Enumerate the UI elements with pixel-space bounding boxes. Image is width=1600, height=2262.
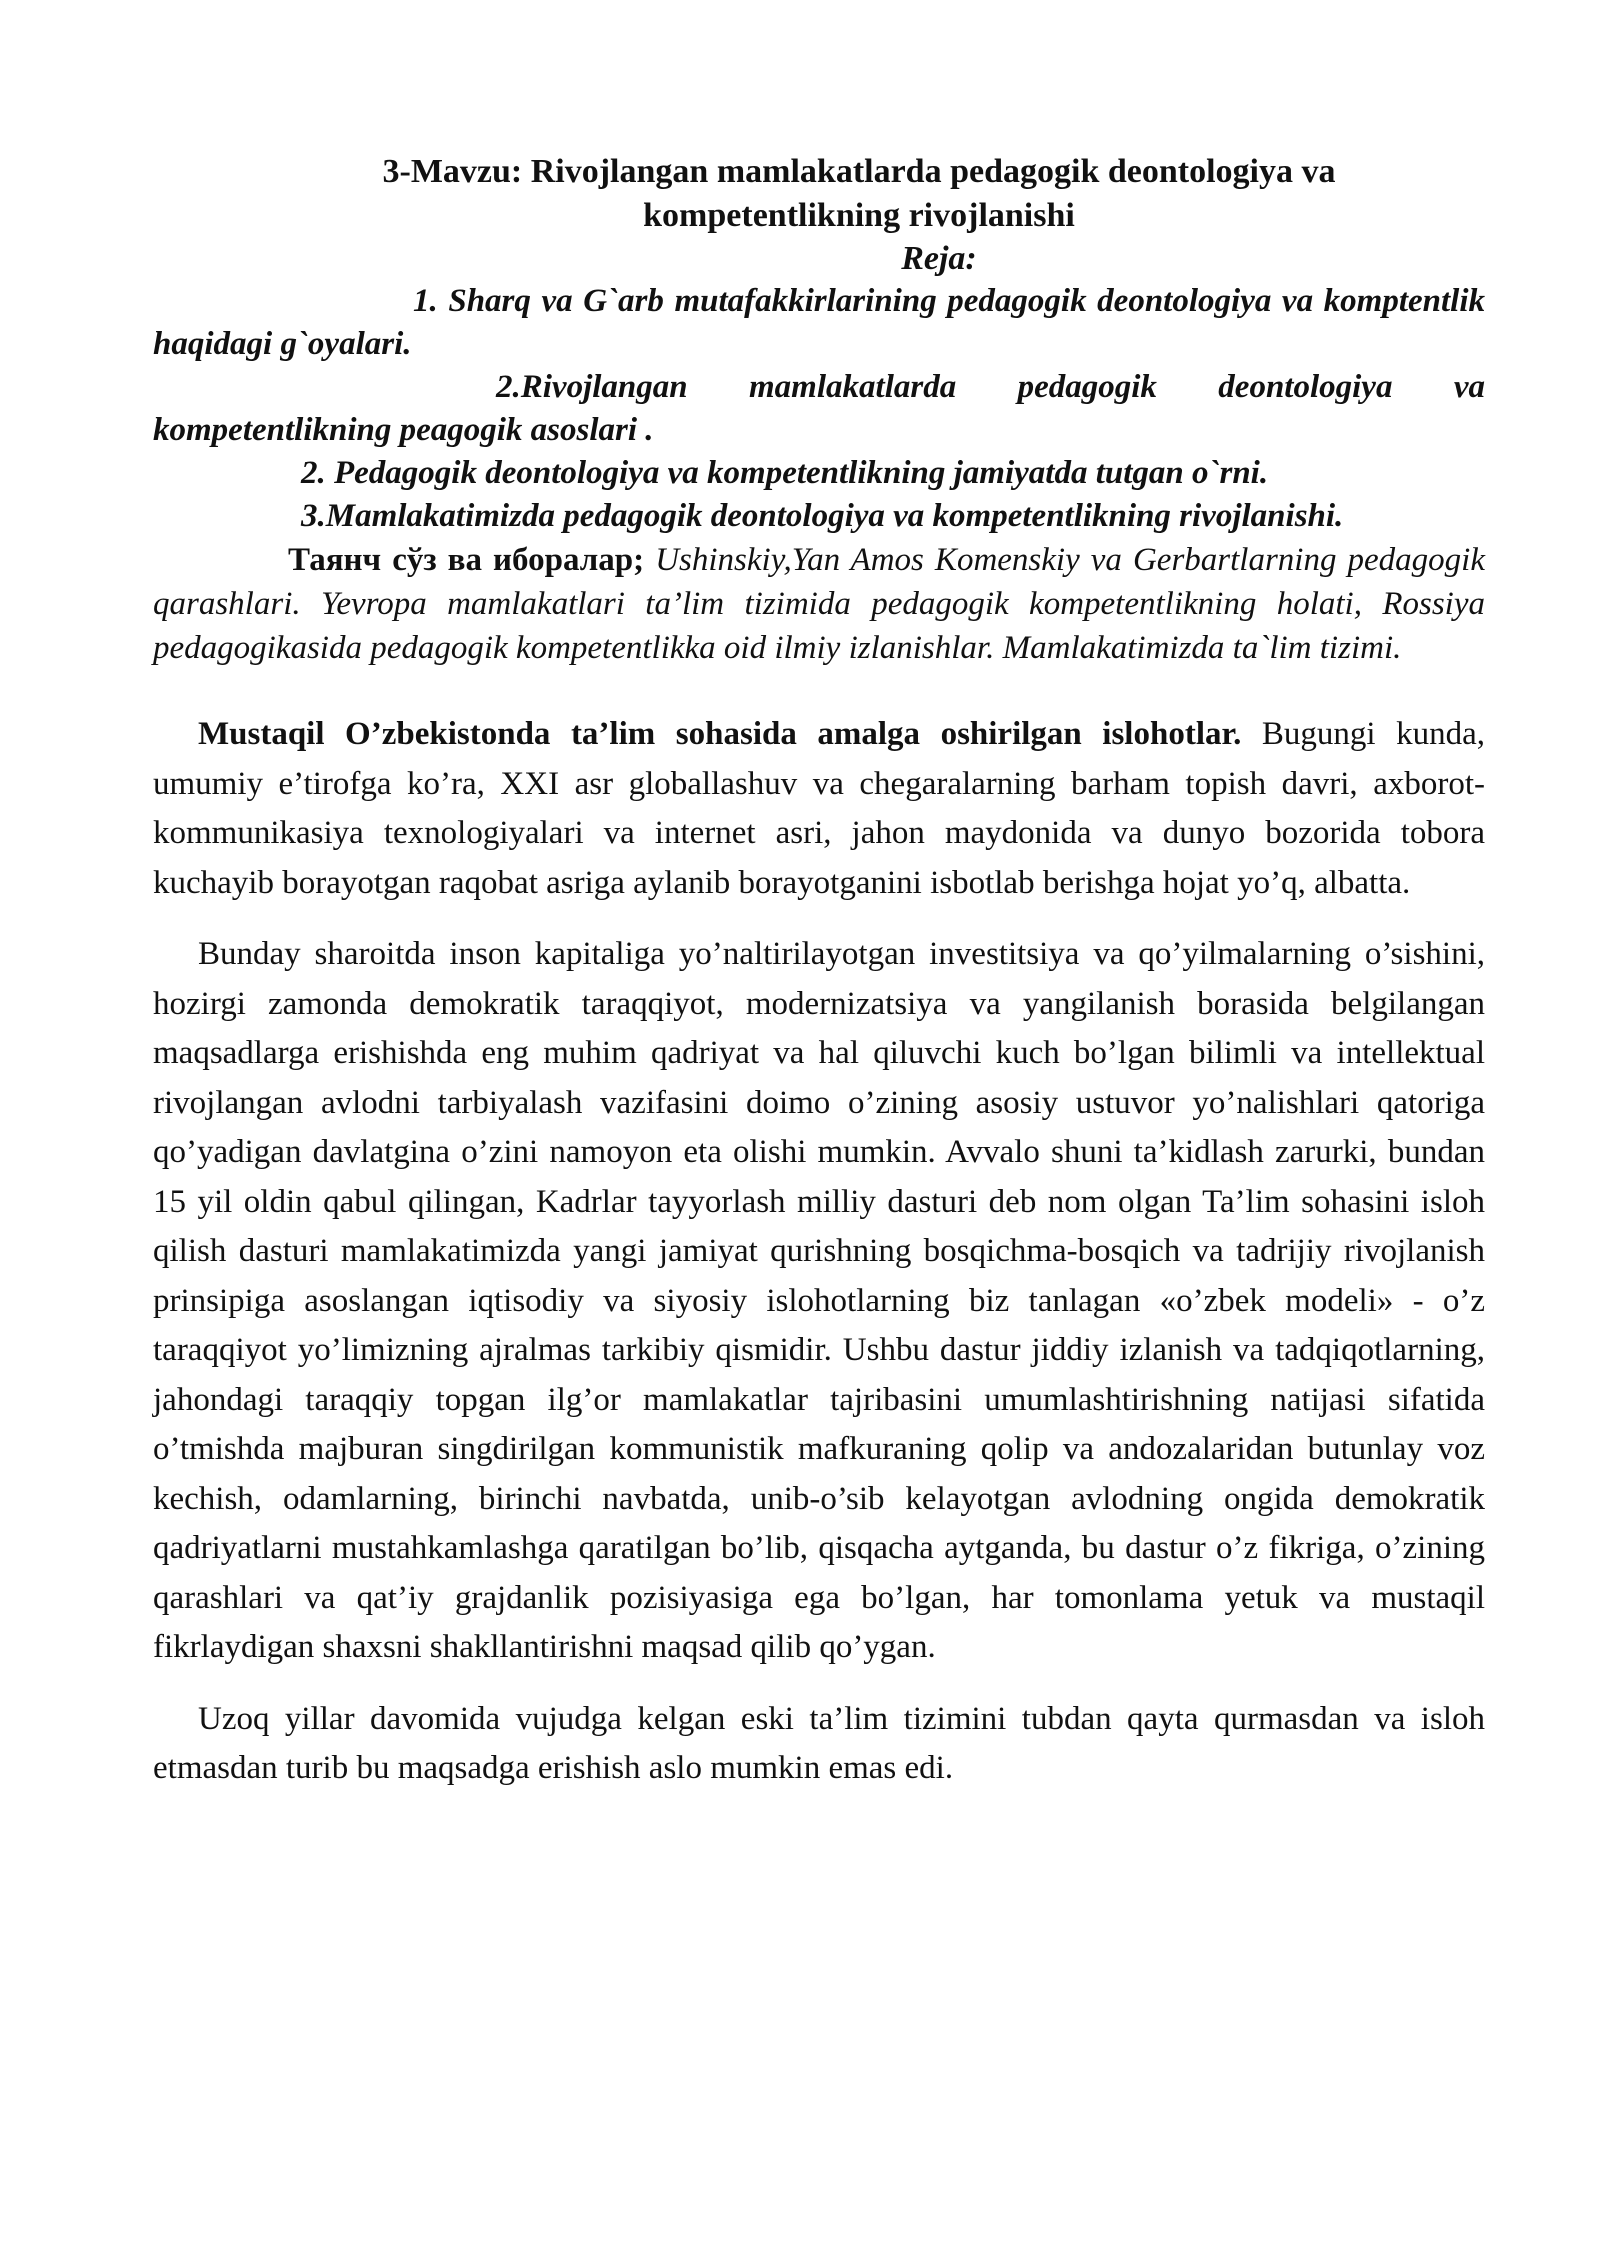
paragraph-1-text: Bugungi kunda, umumiy e’tirofga ko’ra, XXI asr globallashuv va chegaralarning barham topish davri, axborot-kommunikasiya texnologiyalari va internet asri, jahon maydonida va dunyo bozorida tobora kuchayib borayotgan raqobat asriga aylanib borayotganini isbotlab berishga hojat yo’q, albatta. — [153, 716, 1485, 901]
keywords-text: Ushinskiy,Yan Amos Komenskiy va Gerbartlarning pedagogik qarashlari. Yevropa mamlakatlari ta’lim tizimida pedagogik kompetentlikning holati, Rossiya pedagogikasida pedagogik kompetentlikka oid ilmiy izlanishlar. Mamlakatimizda ta`lim tizimi. — [153, 542, 1485, 666]
plan-heading: Reja: — [901, 240, 977, 277]
plan-item-3: 2. Pedagogik deontologiya va kompetentlikning jamiyatda tutgan o`rni. — [301, 455, 1269, 491]
plan-item-4: 3.Mamlakatimizda pedagogik deontologiya va kompetentlikning rivojlanishi. — [301, 498, 1344, 534]
keywords-block — [153, 538, 1485, 670]
document-title — [153, 150, 1485, 238]
keywords-label: Таянч сўз ва иборалар; — [288, 542, 645, 578]
paragraph-3: Uzoq yillar davomida vujudga kelgan eski ta’lim tizimini tubdan qayta qurmasdan va isloh etmasdan turib bu maqsadga erishish aslo mumkin emas edi. — [153, 1700, 1485, 1786]
title-line-1: 3-Mavzu: Rivojlangan mamlakatlarda pedagogik deontologiya va — [382, 153, 1336, 190]
paragraph-1-lead: Mustaqil O’zbekistonda ta’lim sohasida amalga oshirilgan islohotlar. — [198, 716, 1242, 752]
plan-item-2: 2.Rivojlangan mamlakatlarda pedagogik deontologiya va kompetentlikning peagogik asoslari . — [153, 369, 1485, 448]
title-line-2: kompetentlikning rivojlanishi — [643, 197, 1075, 234]
paragraph-2: Bunday sharoitda inson kapitaliga yo’naltirilayotgan investitsiya va qo’yilmalarning o’sishini, hozirgi zamonda demokratik taraqqiyot, modernizatsiya va yangilanish borasida belgilangan maqsadlarga erishishda eng muhim qadriyat va hal qiluvchi kuch bo’lgan bilimli va intellektual rivojlangan avlodni tarbiyalash vazifasini doimo o’zining asosiy ustuvor yo’nalishlari qatoriga qo’yadigan davlatgina o’zini namoyon eta olishi mumkin. Avvalo shuni ta’kidlash zarurki, bundan 15 yil oldin qabul qilingan, Kadrlar tayyorlash milliy dasturi deb nom olgan Ta’lim sohasini isloh qilish dasturi mamlakatimizda yangi jamiyat qurishning bosqichma-bosqich va tadrijiy rivojlanish prinsipiga asoslangan iqtisodiy va siyosiy islohotlarning biz tanlagan «o’zbek modeli» - o’z taraqqiyot yo’limizning ajralmas tarkibiy qismidir. Ushbu dastur jiddiy izlanish va tadqiqotlarning, jahondagi taraqqiy topgan ilg’or mamlakatlar tajribasini umumlashtirishning natijasi sifatida o’tmishda majburan singdirilgan kommunistik mafkuraning qolip va andozalaridan butunlay voz kechish, odamlarning, birinchi navbatda, unib-o’sib kelayotgan avlodning ongida demokratik qadriyatlarni mustahkamlashga qaratilgan bo’lib, qisqacha aytganda, bu dastur o’z fikriga, o’zining qarashlari va qat’iy grajdanlik pozisiyasiga ega bo’lgan, har tomonlama yetuk va mustaqil fikrlaydigan shaxsni shakllantirishni maqsad qilib qo’ygan. — [153, 936, 1485, 1665]
plan-item-1: 1. Sharq va G`arb mutafakkirlarining pedagogik deontologiya va komptentlik haqidagi g`oyalari. — [153, 283, 1485, 362]
paragraph-1 — [153, 710, 1485, 908]
